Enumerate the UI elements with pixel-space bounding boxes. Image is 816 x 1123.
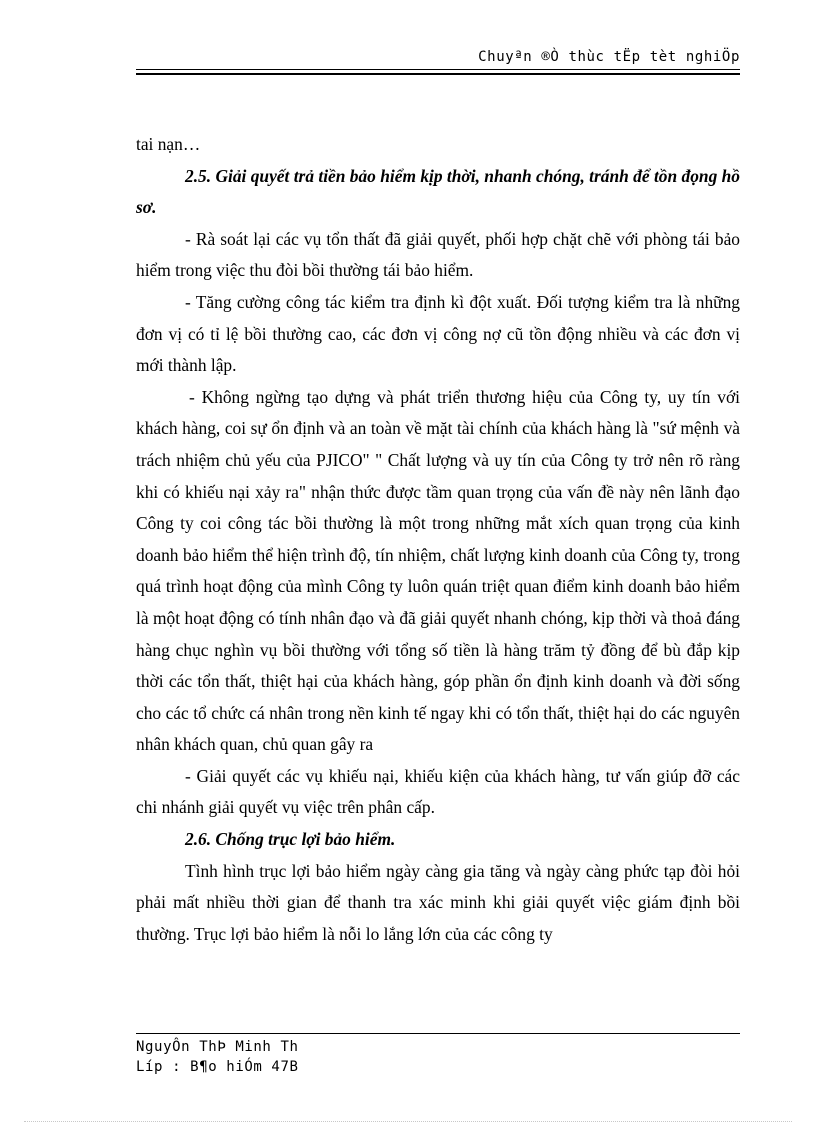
header-rule-thin	[136, 69, 740, 70]
paragraph-inspection: - Tăng cường công tác kiểm tra định kì đột xuất. Đối tượng kiểm tra là những đơn vị có tỉ lệ bồi thường cao, các đơn vị công nợ cũ tồn động nhiều và các đơn vị mới thành lập.	[136, 291, 740, 376]
section-heading-2-5: 2.5. Giải quyết trả tiền bảo hiểm kịp thời, nhanh chóng, tránh để tồn đọng hồ sơ.	[136, 165, 740, 218]
section-heading-2-6: 2.6. Chống trục lợi bảo hiểm.	[185, 829, 396, 850]
paragraph-insurance-fraud: Tình hình trục lợi bảo hiểm ngày càng gia tăng và ngày càng phức tạp đòi hỏi phải mất nhiều thời gian để thanh tra xác minh khi giải quyết việc giám định bồi thường. Trục lợi bảo hiểm là nỗi lo lắng lớn của các công ty	[136, 860, 740, 944]
paragraph-continued: tai nạn…	[136, 134, 201, 154]
page-footer	[136, 1037, 496, 1077]
paragraph-brand-building: - Không ngừng tạo dựng và phát triển thương hiệu của Công ty, uy tín với khách hàng, coi sự ổn định và an toàn về mặt tài chính của khách hàng là "sứ mệnh và trách nhiệm chủ yếu của PJICO" " Chất lượng và uy tín của Công ty trở nên rõ ràng khi có khiếu nại xảy ra" nhận thức được tầm quan trọng của vấn đề này nên lãnh đạo Công ty coi công tác bồi thường là một trong những mắt xích quan trọng của kinh doanh bảo hiểm thể hiện trình độ, tín nhiệm, chất lượng kinh doanh của Công ty, trong quá trình hoạt động của mình Công ty luôn quán triệt quan điểm kinh doanh bảo hiểm là một hoạt động có tính nhân đạo và đã giải quyết nhanh chóng, kịp thời và thoả đáng hàng chục nghìn vụ bồi thường với tổng số tiền là hàng trăm tỷ đồng để bù đắp kịp thời các tổn thất, thiệt hại của khách hàng, góp phần ổn định kinh doanh và đời sống cho các tổ chức cá nhân trong nền kinh tế ngay khi có tổn thất, thiệt hại do các nguyên nhân khách quan, chủ quan gây ra	[136, 386, 740, 755]
footer-rule	[136, 1033, 740, 1034]
footer-class: Líp : B¶o hiÓm 47B	[136, 1059, 299, 1075]
running-header: Chuyªn ®Ò thùc tËp tèt nghiÖp	[478, 49, 740, 65]
header-rule-thick	[136, 73, 740, 75]
page-body	[136, 129, 740, 950]
footer-author: NguyÔn ThÞ Minh Th	[136, 1039, 299, 1055]
paragraph-complaints: - Giải quyết các vụ khiếu nại, khiếu kiện của khách hàng, tư vấn giúp đỡ các chi nhánh giải quyết vụ việc trên phân cấp.	[136, 765, 740, 818]
page-bottom-dotted-line	[24, 1121, 792, 1122]
paragraph-review-losses: - Rà soát lại các vụ tổn thất đã giải quyết, phối hợp chặt chẽ với phòng tái bảo hiểm trong việc thu đòi bồi thường tái bảo hiểm.	[136, 228, 740, 281]
